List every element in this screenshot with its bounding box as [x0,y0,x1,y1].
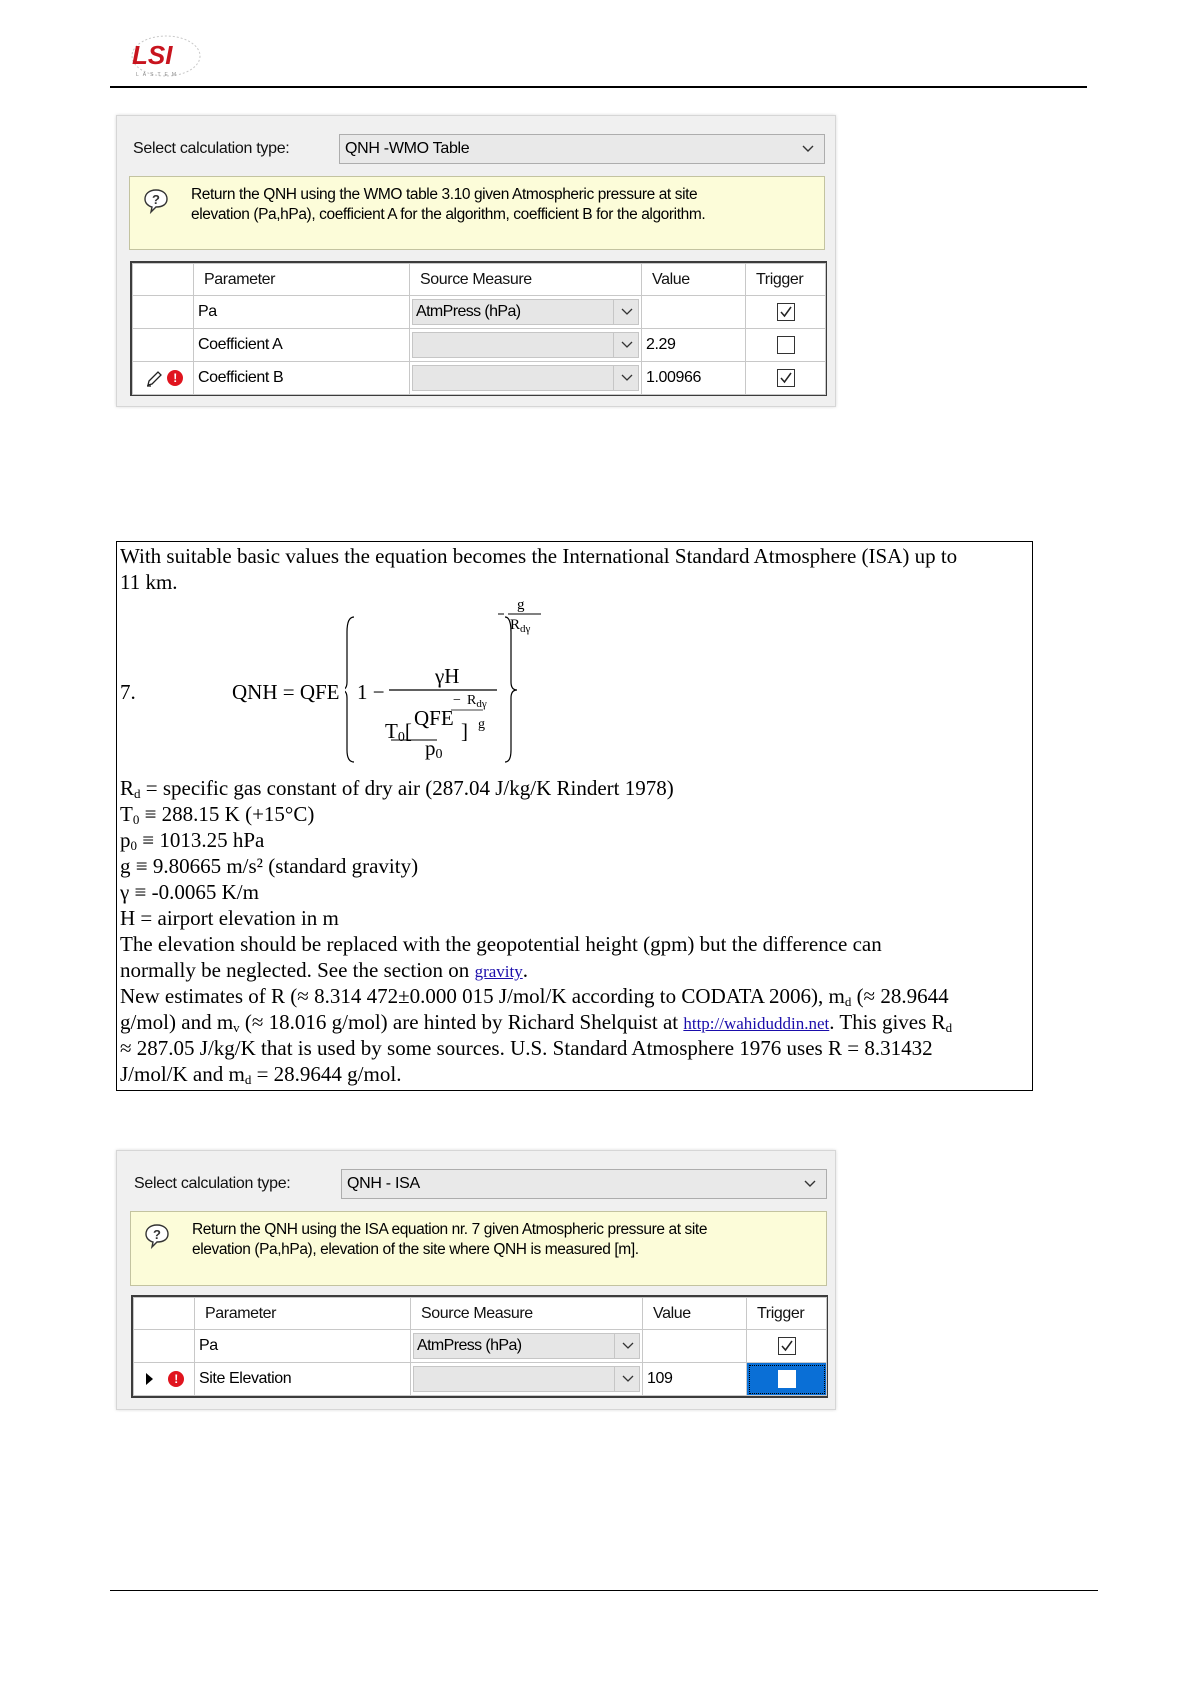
column-header-trigger[interactable]: Trigger [747,1298,827,1330]
exponent-inner-num [467,688,487,714]
exp-outer-r: R [510,617,521,633]
svg-text:?: ? [152,192,160,207]
note-2-text: normally be neglected. See the section on [120,958,475,982]
parameter-cell[interactable]: Pa [195,1330,411,1363]
estimate-line-3: ≈ 287.05 J/kg/K that is used by some sources. U.S. Standard Atmosphere 1976 uses R = 8.31432 [120,1036,933,1060]
column-header-value[interactable]: Value [643,1298,747,1330]
row-header[interactable] [133,296,194,329]
row-header-corner [134,1298,195,1330]
def-t0-text: ≡ 288.15 K (+15°C) [139,802,315,826]
column-header-source[interactable]: Source Measure [410,264,642,296]
est-1-text: New estimates of R (≈ 8.314 472±0.000 015 J/mol/K according to CODATA 2006), m [120,984,845,1008]
estimate-line-1 [120,983,949,1009]
def-rd-subscript: d [134,786,141,801]
checkmark-icon [780,1339,794,1353]
parameter-grid [130,261,827,396]
grid-header-row [133,264,826,296]
est-1-end: (≈ 28.9644 [851,984,949,1008]
note-line-1: The elevation should be replaced with the geopotential height (gpm) but the difference can [120,932,882,956]
checkmark-icon [779,305,793,319]
isa-equation-excerpt [116,541,1033,1091]
parameter-grid [131,1295,828,1398]
exponent-outer-den [510,612,530,638]
chevron-down-icon [620,304,634,318]
equation-p0 [425,735,443,761]
def-t0 [120,801,314,827]
t0-symbol: T [385,719,398,743]
calc-type-value: QNH -WMO Table [345,140,470,157]
column-header-parameter[interactable]: Parameter [195,1298,411,1330]
estimate-line-2 [120,1009,952,1037]
error-icon: ! [168,1371,184,1387]
column-header-trigger[interactable]: Trigger [746,264,826,296]
equation-numerator: γH [435,664,460,688]
value-cell[interactable] [643,1330,747,1363]
help-box [130,1211,827,1286]
help-text-line-2: elevation (Pa,hPa), coefficient A for the algorithm, coefficient B for the algorithm. [191,206,706,223]
def-t0-subscript: 0 [132,812,140,827]
t0-subscript: 0 [397,730,405,745]
note-2-end: . [522,958,528,982]
value-cell[interactable] [642,296,746,329]
trigger-checkbox[interactable] [778,1337,796,1355]
grid-header-row [134,1298,827,1330]
source-measure-select[interactable] [412,299,639,325]
footer-divider [110,1590,1098,1591]
trigger-checkbox[interactable] [777,303,795,321]
def-rd-text: = specific gas constant of dry air (287.04 J/kg/K Rindert 1978) [140,776,674,800]
table-row[interactable] [133,296,826,329]
exp-outer-r-sub: dγ [520,623,531,635]
est-2-subscript-2: d [945,1020,953,1035]
exponent-inner-den: g [478,717,485,732]
equation-number: 7. [120,680,136,704]
parameter-cell[interactable]: Site Elevation [195,1363,411,1396]
pencil-edit-icon [145,370,163,388]
exp-r-symbol: R [467,693,477,708]
chevron-down-icon [620,370,634,384]
est-1-subscript: d [844,994,852,1009]
equation-lhs: QNH = QFE [232,680,340,704]
def-rd-symbol: R [120,776,135,800]
parameter-cell[interactable]: Pa [194,296,410,329]
est-4-subscript: d [244,1072,252,1087]
def-p0-symbol: p [120,828,131,852]
trigger-checkbox[interactable] [778,1370,796,1388]
source-measure-select[interactable] [412,365,639,391]
source-measure-value: AtmPress (hPa) [416,303,521,320]
est-4-text: J/mol/K and m [120,1062,245,1086]
p0-symbol: p [425,736,436,760]
column-header-value[interactable]: Value [642,264,746,296]
company-logo [130,30,210,80]
gravity-link[interactable]: gravity [474,962,523,981]
select-calc-type-label: Select calculation type: [133,140,290,157]
intro-line-1: With suitable basic values the equation becomes the International Standard Atmosphere (ISA) up to [120,544,958,568]
def-h: H = airport elevation in m [120,906,339,930]
error-icon: ! [167,370,183,386]
chevron-down-icon [802,1175,818,1191]
table-row[interactable] [134,1330,827,1363]
chevron-down-icon [620,337,634,351]
current-row-arrow-icon [146,1373,153,1385]
value-cell[interactable]: 109 [643,1363,747,1396]
def-t0-symbol: T [120,802,133,826]
row-header[interactable] [134,1330,195,1363]
chevron-down-icon [800,140,816,156]
svg-text:?: ? [153,1227,161,1242]
equation-qfe: QFE [414,706,454,730]
help-box [129,176,825,250]
table-row[interactable] [133,362,826,395]
header-divider [110,86,1087,88]
help-text-line-2: elevation (Pa,hPa), elevation of the site where QNH is measured [m]. [192,1241,639,1258]
value-cell[interactable]: 1.00966 [642,362,746,395]
help-text-line-1: Return the QNH using the ISA equation nr. 7 given Atmospheric pressure at site [192,1221,708,1238]
chevron-down-icon [621,1371,635,1385]
row-header[interactable] [133,329,194,362]
logo-subtext: LASTEM [136,72,181,78]
select-calc-type-label: Select calculation type: [134,1175,291,1192]
calc-type-dropdown[interactable] [341,1169,827,1199]
chevron-down-icon [621,1338,635,1352]
est-4-end: = 28.9644 g/mol. [251,1062,402,1086]
calc-panel-wmo [116,115,836,407]
parameter-cell[interactable]: Coefficient A [194,329,410,362]
equation-t0: $T_0$[ [385,719,412,745]
source-measure-select[interactable] [413,1366,640,1392]
checkmark-icon [779,371,793,385]
source-measure-select[interactable] [413,1333,640,1359]
def-g: g ≡ 9.80665 m/s² (standard gravity) [120,854,419,878]
source-measure-select[interactable] [412,332,639,358]
help-text-line-1: Return the QNH using the WMO table 3.10 given Atmospheric pressure at site [191,186,698,203]
trigger-checkbox[interactable] [777,336,795,354]
wahiduddin-link[interactable]: http://wahiduddin.net [683,1014,830,1033]
column-header-source[interactable]: Source Measure [411,1298,643,1330]
source-measure-value: AtmPress (hPa) [417,1337,522,1354]
def-p0-subscript: 0 [130,838,137,853]
p0-subscript: 0 [435,747,443,762]
equation-one-minus: 1 − [357,680,385,704]
trigger-checkbox[interactable] [777,369,795,387]
intro-line-2: 11 km. [120,570,178,594]
table-row[interactable] [134,1363,827,1396]
est-2-mid: (≈ 18.016 g/mol) are hinted by Richard Shelquist at [239,1010,684,1034]
help-question-icon [142,187,170,215]
note-line-2 [120,957,528,985]
def-p0-text: ≡ 1013.25 hPa [137,828,265,852]
help-question-icon [143,1222,171,1250]
est-2-end: . This gives R [829,1010,946,1034]
est-2-subscript: v [233,1020,240,1035]
calc-panel-isa [116,1150,836,1410]
table-row[interactable] [133,329,826,362]
exponent-outer-num: g [517,597,525,613]
calc-type-value: QNH - ISA [347,1175,420,1192]
equation-bracket-close: ] [461,719,468,743]
exponent-inner: − [453,693,461,708]
row-header[interactable] [134,1363,195,1396]
row-header-corner [133,264,194,296]
calc-type-dropdown[interactable] [339,134,825,164]
def-gamma: γ ≡ -0.0065 K/m [120,880,259,904]
exp-r-subscript: dγ [476,698,487,710]
logo-text: LSI [132,40,173,70]
def-rd [120,775,674,801]
parameter-cell[interactable]: Coefficient B [194,362,410,395]
estimate-line-4 [120,1061,401,1087]
est-2-text: g/mol) and m [120,1010,234,1034]
row-header[interactable] [133,362,194,395]
def-p0 [120,827,264,853]
column-header-parameter[interactable]: Parameter [194,264,410,296]
value-cell[interactable]: 2.29 [642,329,746,362]
